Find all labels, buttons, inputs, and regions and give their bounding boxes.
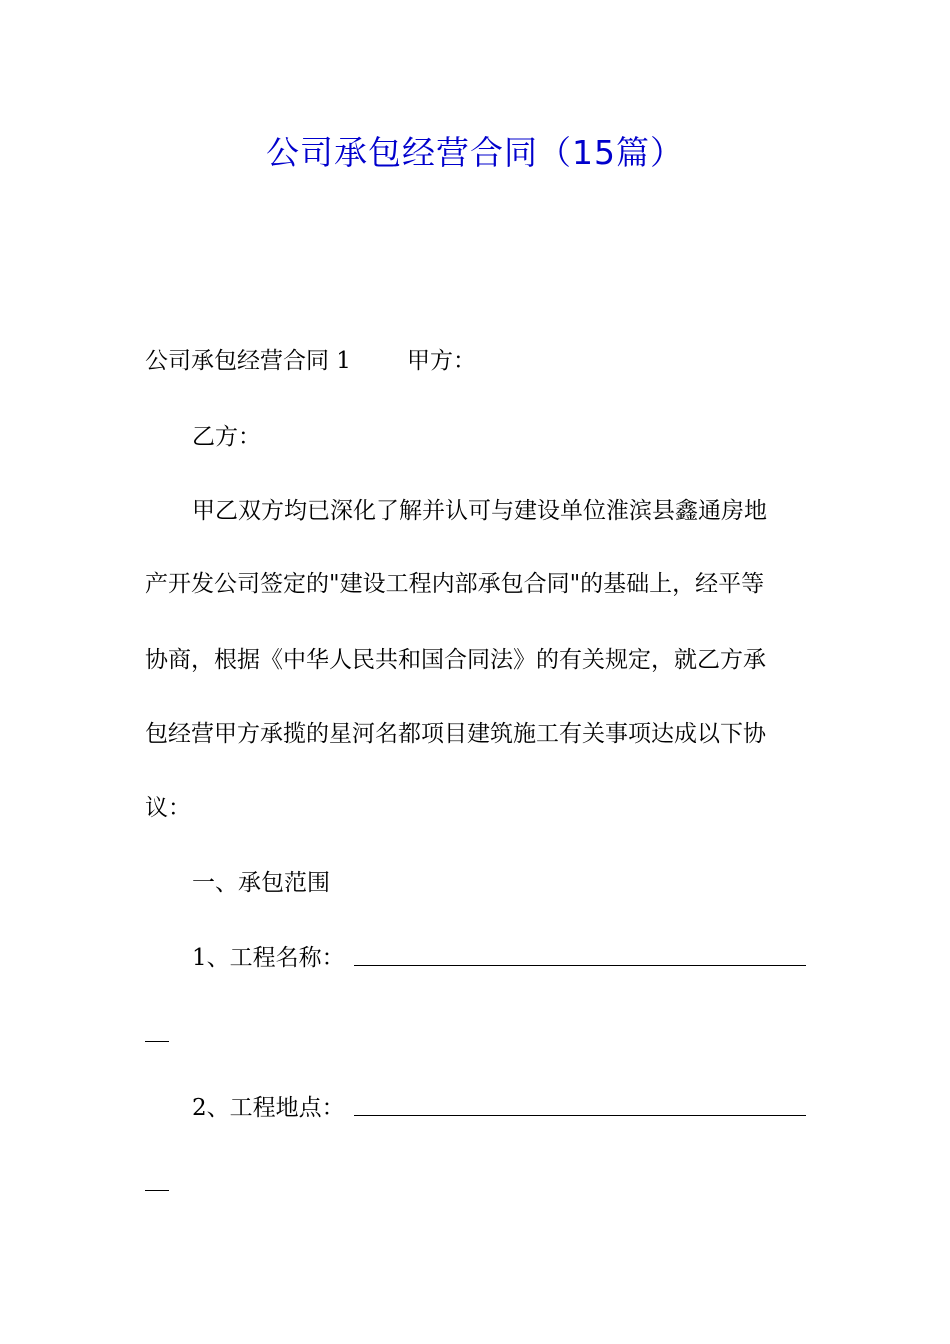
paragraph-line-2: 产开发公司签定的"建设工程内部承包合同"的基础上，经平等 bbox=[145, 571, 765, 597]
party-b-label: 乙方： bbox=[192, 424, 261, 450]
paragraph-line-4: 包经营甲方承揽的星河名都项目建筑施工有关事项达成以下协 bbox=[145, 721, 766, 747]
paragraph-line-3: 协商，根据《中华人民共和国合同法》的有关规定，就乙方承 bbox=[145, 647, 766, 673]
field-project-name-label: 1、工程名称： bbox=[192, 945, 345, 971]
party-a-label: 甲方： bbox=[406, 348, 476, 374]
field-project-location-label: 2、工程地点： bbox=[192, 1095, 345, 1121]
contract-heading-line bbox=[145, 346, 476, 376]
field-project-location-blank[interactable] bbox=[354, 1115, 806, 1116]
field-project-location-blank-tail bbox=[145, 1190, 169, 1191]
field-project-name-blank-tail bbox=[145, 1041, 169, 1042]
section-heading-scope: 一、承包范围 bbox=[192, 870, 330, 896]
page-title: 公司承包经营合同（15篇） bbox=[266, 133, 684, 172]
paragraph-line-1: 甲乙双方均已深化了解并认可与建设单位淮滨县鑫通房地 bbox=[192, 498, 767, 524]
field-project-name-blank[interactable] bbox=[354, 965, 806, 966]
contract-name: 公司承包经营合同 1 bbox=[145, 348, 351, 374]
paragraph-line-5: 议： bbox=[145, 795, 191, 821]
